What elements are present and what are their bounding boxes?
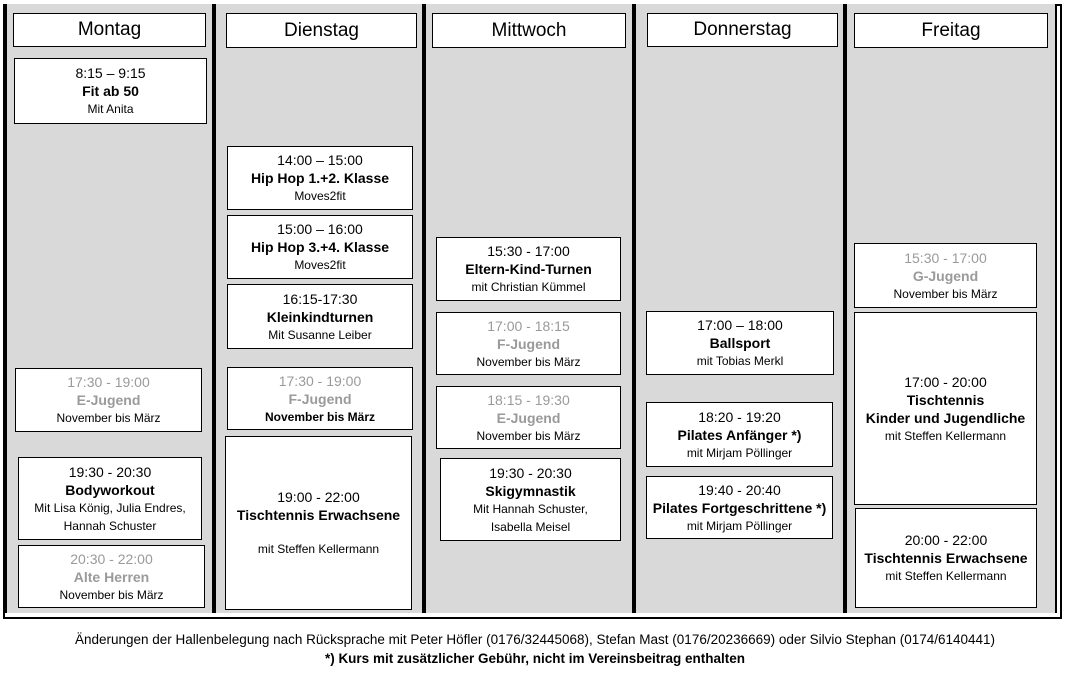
course-time: 17:30 - 19:00 <box>67 374 150 390</box>
course-card <box>227 367 413 430</box>
course-time: 20:00 - 22:00 <box>904 532 988 548</box>
course-time: 17:00 – 18:00 <box>697 317 783 333</box>
course-time: 17:00 - 20:00 <box>904 373 987 390</box>
course-time: 15:30 - 17:00 <box>904 249 987 266</box>
course-info: Hannah Schuster <box>63 518 157 533</box>
course-info: Mit Susanne Leiber <box>268 327 372 342</box>
course-info: Moves2fit <box>294 189 346 203</box>
footer-fee-note: *) Kurs mit zusätzlicher Gebühr, nicht im Vereinsbeitrag enthalten <box>324 651 746 666</box>
course-name: Pilates Anfänger *) <box>677 426 802 443</box>
day-header-dienstag: Dienstag <box>226 13 417 48</box>
course-info: Moves2fit <box>294 258 346 272</box>
course-card <box>18 545 205 608</box>
course-name-line2: Kinder und Jugendliche <box>865 409 1026 426</box>
course-card <box>436 312 621 375</box>
course-card <box>646 311 834 375</box>
course-info: November bis März <box>893 286 998 301</box>
course-info: mit Tobias Merkl <box>696 354 784 368</box>
course-info: November bis März <box>59 587 164 602</box>
course-info: November bis März <box>56 411 161 425</box>
course-info: Mit Anita <box>87 102 134 116</box>
course-card <box>436 386 621 449</box>
course-name: Bodyworkout <box>65 481 155 498</box>
day-header-freitag: Freitag <box>854 13 1048 48</box>
course-name: Fit ab 50 <box>82 83 139 99</box>
course-time: 15:30 - 17:00 <box>487 243 570 259</box>
course-time: 18:15 - 19:30 <box>487 391 570 408</box>
course-time: 15:00 – 16:00 <box>277 221 363 237</box>
course-card <box>227 146 413 210</box>
course-name: E-Jugend <box>76 392 141 408</box>
course-time: 17:00 - 18:15 <box>487 317 570 334</box>
course-name: E-Jugend <box>496 409 561 426</box>
course-info: November bis März <box>476 428 581 443</box>
course-info: Mit Lisa König, Julia Endres, <box>34 500 186 515</box>
course-time: 17:30 - 19:00 <box>278 372 362 389</box>
course-card <box>436 237 621 301</box>
course-name: Pilates Fortgeschrittene *) <box>652 499 827 516</box>
course-card <box>225 436 412 610</box>
course-info: mit Christian Kümmel <box>471 280 586 294</box>
course-time: 19:00 - 22:00 <box>277 489 360 505</box>
course-card <box>14 58 207 124</box>
course-time: 19:40 - 20:40 <box>698 481 781 498</box>
course-name: Tischtennis Erwachsene <box>236 507 401 523</box>
course-time: 16:15-17:30 <box>282 290 358 307</box>
course-name: Tischtennis <box>906 391 985 408</box>
course-info: November bis März <box>476 354 581 369</box>
course-name: Hip Hop 1.+2. Klasse <box>250 170 390 186</box>
course-name: F-Jugend <box>288 390 352 407</box>
course-card <box>440 458 621 541</box>
course-card <box>18 457 202 540</box>
course-time: 8:15 – 9:15 <box>75 65 146 81</box>
course-name: F-Jugend <box>497 335 560 352</box>
course-time: 20:30 - 22:00 <box>70 550 153 567</box>
course-card <box>227 284 413 349</box>
day-header-montag: Montag <box>13 13 206 47</box>
course-time: 14:00 – 15:00 <box>277 152 363 168</box>
course-time: 18:20 - 19:20 <box>698 408 781 425</box>
course-card <box>15 368 202 432</box>
course-name: Eltern-Kind-Turnen <box>465 261 592 277</box>
course-name: Ballsport <box>709 335 771 351</box>
course-info: Mit Hannah Schuster, <box>473 501 588 516</box>
footer-note: Änderungen der Hallenbelegung nach Rücksprache mit Peter Höfler (0176/32445068), Stefan Mast (0176/20236669) oder Silvio Stephan (0174/6140441) <box>74 632 996 647</box>
course-info: mit Steffen Kellermann <box>257 542 380 556</box>
course-info: mit Mirjam Pöllinger <box>686 518 793 533</box>
course-info: mit Steffen Kellermann <box>884 428 1007 443</box>
course-info: Isabella Meisel <box>490 519 571 534</box>
day-header-donnerstag: Donnerstag <box>647 13 838 47</box>
course-name: Hip Hop 3.+4. Klasse <box>250 239 390 255</box>
course-card <box>227 215 413 279</box>
course-name: Tischtennis Erwachsene <box>864 550 1028 566</box>
course-time: 19:30 - 20:30 <box>489 464 572 481</box>
course-card <box>646 476 833 539</box>
course-name: Skigymnastik <box>485 482 576 499</box>
course-info: mit Mirjam Pöllinger <box>686 445 793 460</box>
course-info: November bis März <box>264 409 376 424</box>
course-time: 19:30 - 20:30 <box>68 463 152 480</box>
course-name: Kleinkindturnen <box>266 308 374 325</box>
course-name: Alte Herren <box>73 568 150 585</box>
course-name: G-Jugend <box>912 267 979 284</box>
course-card <box>646 402 833 467</box>
course-card <box>854 243 1037 308</box>
day-header-mittwoch: Mittwoch <box>432 13 626 48</box>
course-card <box>855 508 1037 608</box>
course-info: mit Steffen Kellermann <box>885 569 1007 583</box>
course-card <box>854 312 1037 505</box>
